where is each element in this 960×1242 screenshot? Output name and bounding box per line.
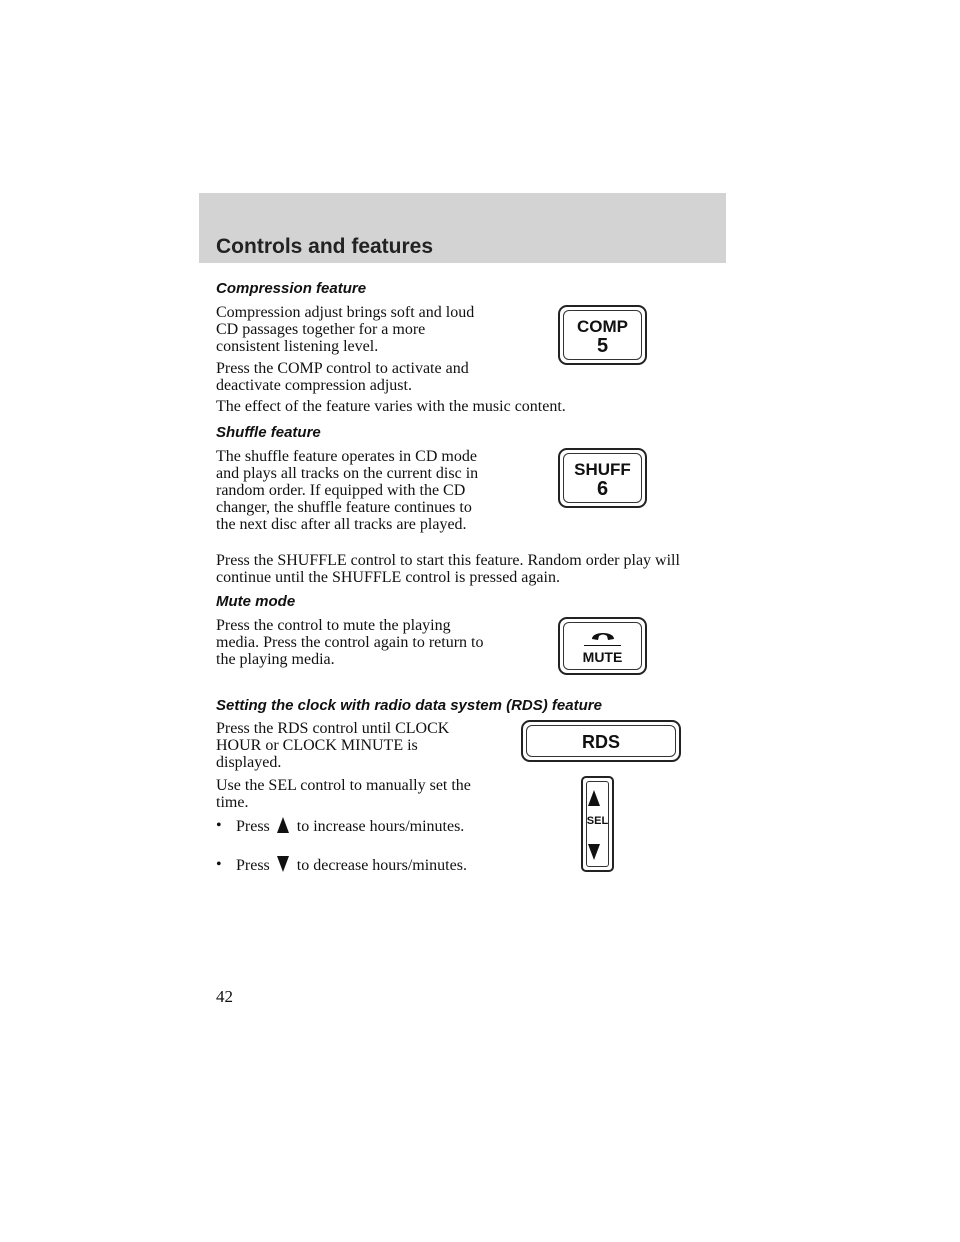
shuffle-heading: Shuffle feature [216,424,321,441]
shuffle-para-1: The shuffle feature operates in CD mode and plays all tracks on the current disc in random order. If equipped with the CD changer, the shuffle feature continues to the next disc after all tracks are played. [216,448,479,533]
mute-heading: Mute mode [216,593,296,610]
sel-down-arrow-icon [588,844,600,860]
bullet-decrease-post: to decrease hours/minutes. [296,857,467,874]
mute-label: MUTE [582,649,623,665]
clock-para-1: Press the RDS control until CLOCK HOUR or CLOCK MINUTE is displayed. [216,720,450,771]
sel-button [581,776,614,872]
page-number: 42 [216,987,233,1006]
section-header-band [199,193,726,263]
comp-5-button [558,305,647,365]
compression-para-1: Compression adjust brings soft and loud CD passages together for a more consistent listening level. [216,304,475,355]
bullet-dot: • [216,856,222,873]
clock-heading: Setting the clock with radio data system (RDS) feature [216,697,602,714]
compression-heading: Compression feature [216,280,367,297]
comp-number: 5 [596,335,609,357]
shuff-6-button [558,448,647,508]
shuffle-para-2: Press the SHUFFLE control to start this feature. Random order play will continue until the SHUFFLE control is pressed again. [216,552,680,586]
bullet-increase-post: to increase hours/minutes. [296,818,465,835]
rds-label: RDS [581,732,620,752]
rds-button [521,720,681,762]
clock-para-2: Use the SEL control to manually set the time. [216,777,471,811]
up-arrow-icon [277,817,289,833]
compression-para-2: Press the COMP control to activate and deactivate compression adjust. [216,360,469,394]
comp-label: COMP [577,317,628,336]
phone-handset-icon [590,628,616,642]
mute-para-1: Press the control to mute the playing media. Press the control again to return to the playing media. [216,617,484,668]
mute-divider [584,645,621,646]
sel-up-arrow-icon [588,790,600,806]
sel-label: SEL [586,815,609,827]
bullet-increase-pre: Press [236,818,270,835]
shuff-label: SHUFF [574,460,631,479]
bullet-decrease-pre: Press [236,857,270,874]
section-title: Controls and features [216,235,434,258]
down-arrow-icon [277,856,289,872]
compression-para-3: The effect of the feature varies with the music content. [216,398,566,415]
shuff-number: 6 [596,478,609,500]
mute-button [558,617,647,675]
bullet-dot: • [216,817,222,834]
